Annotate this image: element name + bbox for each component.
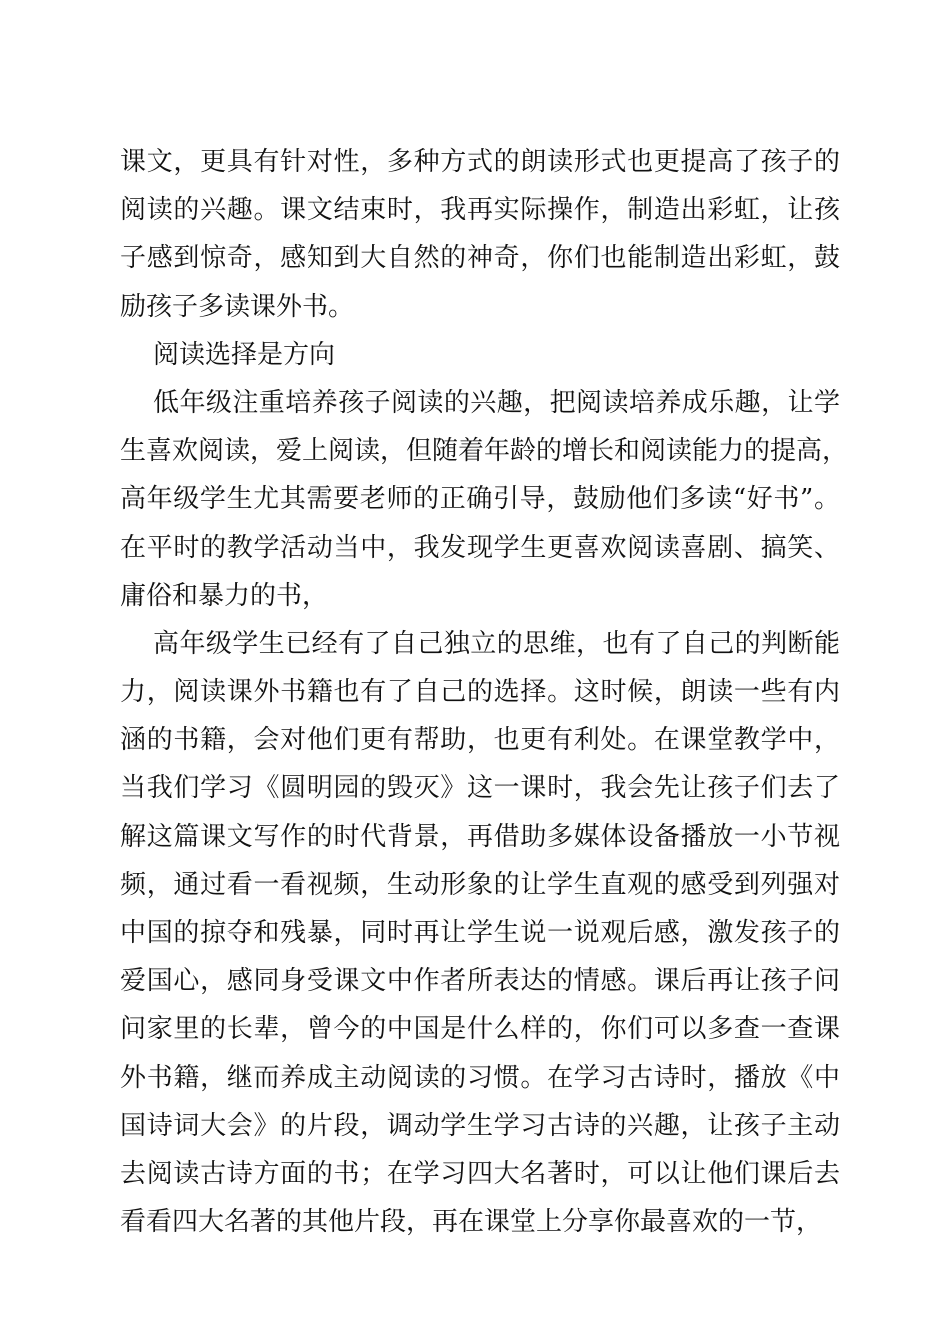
text-line: 励孩子多读课外书。 <box>120 291 355 322</box>
paragraph-1 <box>120 138 840 331</box>
heading-text: 阅读选择是方向 <box>153 339 336 370</box>
text-line: 阅读的兴趣。课文结束时，我再实际操作，制造出彩虹，让孩 <box>120 195 840 226</box>
text-line: 涵的书籍，会对他们更有帮助，也更有利处。在课堂教学中， <box>120 725 840 756</box>
text-line: 问家里的长辈，曾今的中国是什么样的，你们可以多查一查课 <box>120 1014 840 1045</box>
text-line: 高年级学生已经有了自己独立的思维，也有了自己的判断能 <box>153 628 840 659</box>
text-line: 解这篇课文写作的时代背景，再借助多媒体设备播放一小节视 <box>120 821 840 852</box>
section-heading <box>120 331 840 379</box>
text-line: 生喜欢阅读，爱上阅读，但随着年龄的增长和阅读能力的提高， <box>120 436 849 467</box>
text-line: 中国的掠夺和残暴，同时再让学生说一说观后感，激发孩子的 <box>120 918 840 948</box>
document-body <box>120 138 849 1246</box>
text-line: 频，通过看一看视频，生动形象的让学生直观的感受到列强对 <box>120 869 840 900</box>
text-line: 高年级学生尤其需要老师的正确引导，鼓励他们多读“好书”。 <box>120 484 840 515</box>
text-line: 看看四大名著的其他片段，再在课堂上分享你最喜欢的一节， <box>120 1207 823 1238</box>
text-line: 子感到惊奇，感知到大自然的神奇，你们也能制造出彩虹，鼓 <box>120 243 840 274</box>
paragraph-3 <box>120 620 840 1246</box>
text-line: 外书籍，继而养成主动阅读的习惯。在学习古诗时，播放《中 <box>120 1062 840 1093</box>
text-line: 庸俗和暴力的书， <box>120 580 329 611</box>
paragraph-2 <box>120 379 849 620</box>
text-line: 课文，更具有针对性，多种方式的朗读形式也更提高了孩子的 <box>120 147 840 177</box>
text-line: 当我们学习《圆明园的毁灭》这一课时，我会先让孩子们去了 <box>120 773 840 804</box>
text-line: 力，阅读课外书籍也有了自己的选择。这时候，朗读一些有内 <box>120 677 840 708</box>
text-line: 去阅读古诗方面的书；在学习四大名著时，可以让他们课后去 <box>120 1158 840 1189</box>
text-line: 爱国心，感同身受课文中作者所表达的情感。课后再让孩子问 <box>120 966 840 997</box>
text-line: 在平时的教学活动当中，我发现学生更喜欢阅读喜剧、搞笑、 <box>120 532 840 563</box>
text-line: 低年级注重培养孩子阅读的兴趣，把阅读培养成乐趣，让学 <box>153 387 840 418</box>
text-line: 国诗词大会》的片段，调动学生学习古诗的兴趣，让孩子主动 <box>120 1110 840 1141</box>
